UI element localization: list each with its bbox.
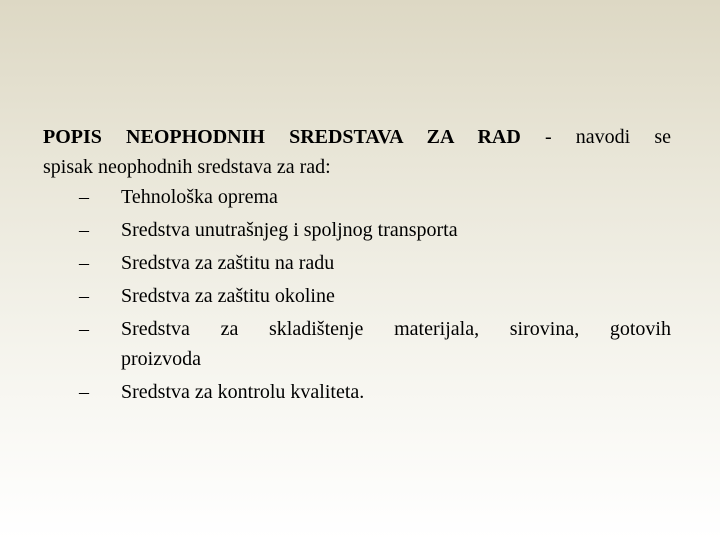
list-item-text: Sredstva za zaštitu na radu — [121, 252, 335, 274]
dash-bullet-icon: – — [79, 381, 89, 403]
dash-bullet-icon: – — [79, 318, 89, 340]
list-item — [43, 248, 671, 278]
dash-bullet-icon: – — [79, 186, 89, 208]
dash-bullet-icon: – — [79, 252, 89, 274]
list-item-text: Sredstva unutrašnjeg i spoljnog transporta — [121, 219, 458, 241]
list-item — [43, 377, 671, 407]
list-item — [43, 314, 671, 374]
intro-rest: - navodi se — [520, 126, 671, 148]
list-item-text: Sredstva za kontrolu kvaliteta. — [121, 381, 365, 403]
intro-paragraph — [43, 122, 671, 182]
dash-bullet-icon: – — [79, 219, 89, 241]
list-item — [43, 215, 671, 245]
list-item-text: Sredstva za zaštitu okoline — [121, 285, 335, 307]
list-item — [43, 182, 671, 212]
list-item-text-line-1: Sredstva za skladištenje materijala, sirovina, gotovih — [121, 318, 671, 340]
dash-bullet-icon: – — [79, 285, 89, 307]
list-item — [43, 281, 671, 311]
bullet-list — [43, 182, 671, 407]
list-item-text-line-2: proizvoda — [121, 348, 201, 370]
intro-line-2: spisak neophodnih sredstava za rad: — [43, 156, 331, 178]
intro-line-1 — [43, 122, 671, 152]
list-item-text: Tehnološka oprema — [121, 186, 278, 208]
intro-title: POPIS NEOPHODNIH SREDSTAVA ZA RAD — [43, 126, 521, 148]
slide-content — [43, 122, 671, 410]
